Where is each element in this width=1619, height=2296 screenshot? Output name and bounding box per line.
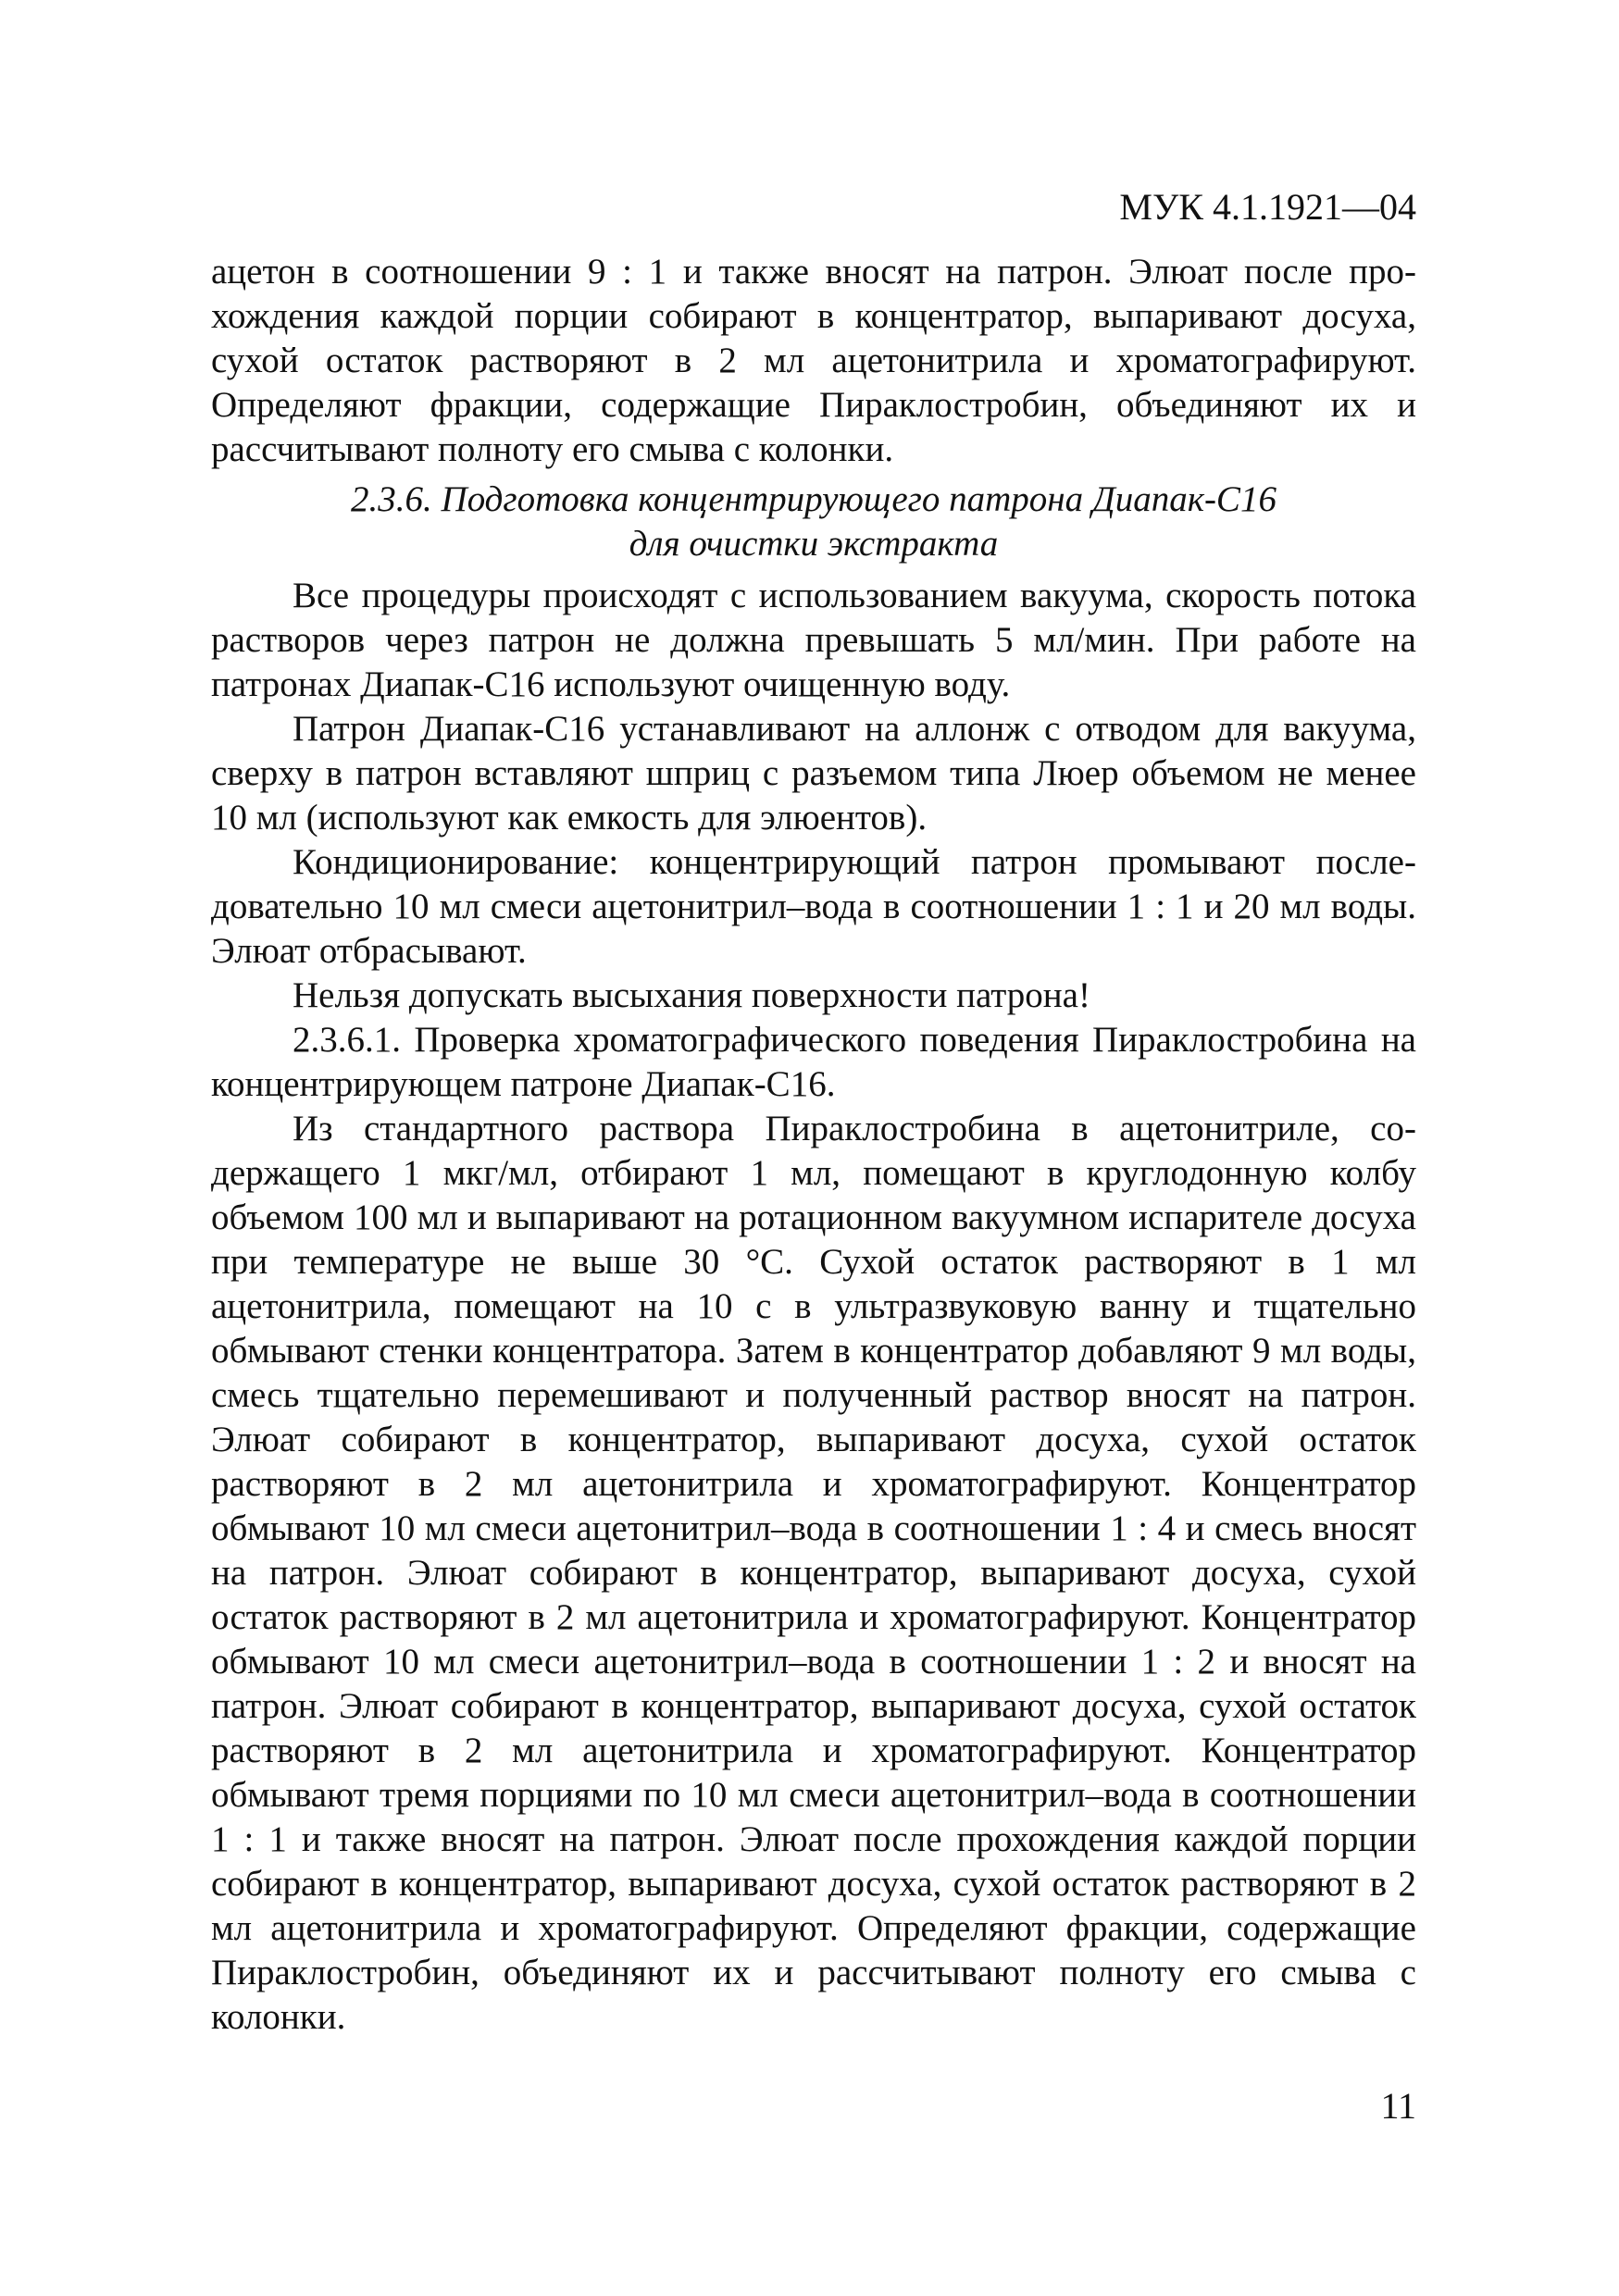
intro-paragraph: ацетон в соотношении 9 : 1 и также вносят на патрон. Элюат после прохождения каждой порции собирают в концентратор, выпаривают досуха, сухой остаток растворяют в 2 мл ацетонитрила и хроматографируют. Определяют фракции, содержащие Пираклостробин, объединяют их и рассчитывают полноту его смыва с колонки.: [211, 252, 1416, 469]
section-heading: [211, 478, 1416, 566]
document-page: [211, 185, 1416, 2040]
subsection-paragraph: 2.3.6.1. Проверка хроматографического поведения Пираклостробина на концентрирующем патроне Диапак-С16.: [211, 1020, 1416, 1104]
conditioning-paragraph: Кондиционирование: концентрирующий патрон промывают последовательно 10 мл смеси ацетонитрил–вода в соотношении 1 : 1 и 20 мл воды. Элюат отбрасывают.: [211, 842, 1416, 971]
procedure-paragraph: Из стандартного раствора Пираклостробина в ацетонитриле, содержащего 1 мкг/мл, отбирают 1 мл, помещают в круглодонную колбу объемом 100 мл и выпаривают на ротационном вакуумном испарителе досуха при температуре не выше 30 °С. Сухой остаток растворяют в 1 мл ацетонитрила, помещают на 10 с в ультразвуковую ванну и тщательно обмывают стенки концентратора. Затем в концентратор добавляют 9 мл воды, смесь тщательно перемешивают и полученный раствор вносят на патрон. Элюат собирают в концентратор, выпаривают досуха, сухой остаток растворяют в 2 мл ацетонитрила и хроматографируют. Концентратор обмывают 10 мл смеси ацетонитрил–вода в соотношении 1 : 4 и смесь вносят на патрон. Элюат собирают в концентратор, выпаривают досуха, сухой остаток растворяют в 2 мл ацетонитрила и хроматографируют. Концентратор обмывают 10 мл смеси ацетонитрил–вода в соотношении 1 : 2 и вносят на патрон. Элюат собирают в концентратор, выпаривают досуха, сухой остаток растворяют в 2 мл ацетонитрила и хроматографируют. Концентратор обмывают тремя порциями по 10 мл смеси ацетонитрил–вода в соотношении 1 : 1 и также вносят на патрон. Элюат после прохождения каждой порции собирают в концентратор, выпаривают досуха, сухой остаток растворяют в 2 мл ацетонитрила и хроматографируют. Определяют фракции, содержащие Пираклостробин, объединяют их и рассчитывают полноту его смыва с колонки.: [211, 1109, 1416, 2037]
document-body: [211, 250, 1416, 2040]
warning-paragraph: Нельзя допускать высыхания поверхности патрона!: [293, 975, 1090, 1015]
section-heading-line-2: для очистки экстракта: [629, 524, 999, 564]
vacuum-paragraph: Все процедуры происходят с использованием вакуума, скорость потока растворов через патрон не должна превышать 5 мл/мин. При работе на патронах Диапак-С16 используют очищенную воду.: [211, 576, 1416, 704]
page-number: 11: [1380, 2085, 1416, 2127]
cartridge-setup-paragraph: Патрон Диапак-С16 устанавливают на аллонж с отводом для вакуума, сверху в патрон вставляют шприц с разъемом типа Люер объемом не менее 10 мл (используют как емкость для элюентов).: [211, 709, 1416, 838]
document-code-header: МУК 4.1.1921—04: [1119, 186, 1416, 228]
section-heading-line-1: 2.3.6. Подготовка концентрирующего патрона Диапак-С16: [351, 479, 1277, 519]
